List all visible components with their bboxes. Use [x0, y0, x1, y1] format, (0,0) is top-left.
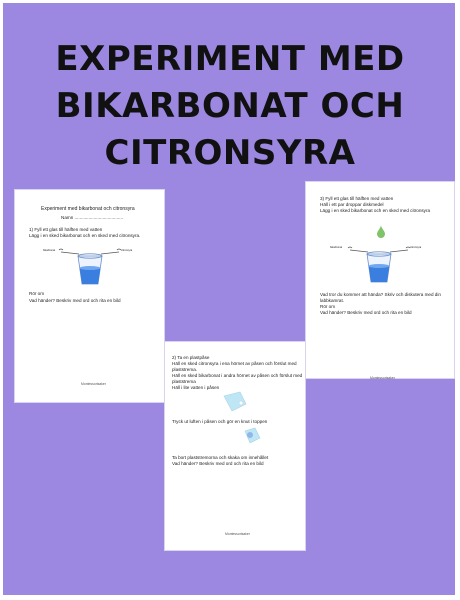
worksheet-3-footer: Montessorisaker [370, 376, 395, 380]
worksheet-1-label-bicarbonate: bikarbonat [43, 249, 56, 252]
worksheet-2-line-2: Häll en sked citronsyra i ena hörnet av påsen och förslut med [172, 361, 297, 366]
glass-illustration [344, 240, 414, 285]
worksheet-2-line-1: 2) Ta en plastpåse [172, 355, 210, 360]
worksheet-2-line-9: Vad händer? Beskriv med ord och rita en bild [172, 461, 264, 466]
worksheet-2-line-6: Häll i lite vatten i påsen [172, 385, 220, 390]
worksheet-3-line-6: Rör om [320, 304, 336, 309]
title-line-2: BIKARBONAT OCH [55, 86, 405, 126]
worksheet-1-line-2: Lägg i en sked bikarbonat och en sked med citronsyra. [29, 233, 141, 238]
worksheet-3-line-7: Vad händer? Beskriv med ord och rita en bild [320, 310, 412, 315]
worksheet-2-line-8: Ta bort plaststremorna och skaka om innehållet [172, 455, 269, 460]
worksheet-1 [15, 190, 164, 402]
worksheet-3-line-2: Häll i ett par droppar diskmedel [320, 202, 384, 207]
worksheet-2-line-7: Tryck ut luften i påsen och gör en knut i toppen [172, 419, 268, 424]
worksheet-3-line-5: labbkamrat. [320, 298, 345, 303]
plastic-bag-icon [220, 390, 250, 414]
worksheet-3-line-4: Vad tror du kommer att hända? Skriv och diskutera med din [320, 292, 441, 297]
title-line-3: CITRONSYRA [104, 133, 356, 173]
worksheet-2-footer: Montessorisaker [225, 532, 250, 536]
worksheet-2-line-3: plaststrema. [172, 367, 198, 372]
worksheet-1-footer: Montessorisaker [81, 382, 106, 386]
plastic-bag-knot-icon [241, 426, 263, 446]
title-line-1: EXPERIMENT MED [55, 39, 405, 79]
worksheet-3-line-3: Lägg i en sked bikarbonat och en sked med citronsyra [320, 208, 431, 213]
worksheet-1-line-3: Rör om [29, 291, 45, 296]
drop-icon [376, 225, 386, 238]
worksheet-1-name-label: Namn ...................................... [61, 215, 124, 220]
worksheet-3-label-bicarbonate: bikarbonat [330, 246, 343, 249]
worksheet-1-heading: Experiment med bikarbonat och citronsyra [41, 206, 135, 212]
worksheet-2-line-5: plaststrema [172, 379, 196, 384]
worksheet-1-line-1: 1) Fyll ett glas till hälften med vatten [29, 227, 103, 232]
worksheet-3-line-1: 3) Fyll ett glas till hälften med vatten [320, 196, 394, 201]
worksheet-2 [165, 342, 305, 550]
worksheet-3 [306, 182, 454, 378]
worksheet-2-line-4: Häll en sked bikarbonat i andra hörnet av påsen och förslut med [172, 373, 303, 378]
glass-illustration [55, 242, 125, 287]
worksheet-1-label-citric: citronsyra [121, 249, 133, 252]
worksheet-1-line-4: Vad händer? Beskriv med ord och rita en bild [29, 298, 121, 303]
worksheet-3-label-citric: citronsyra [410, 246, 422, 249]
